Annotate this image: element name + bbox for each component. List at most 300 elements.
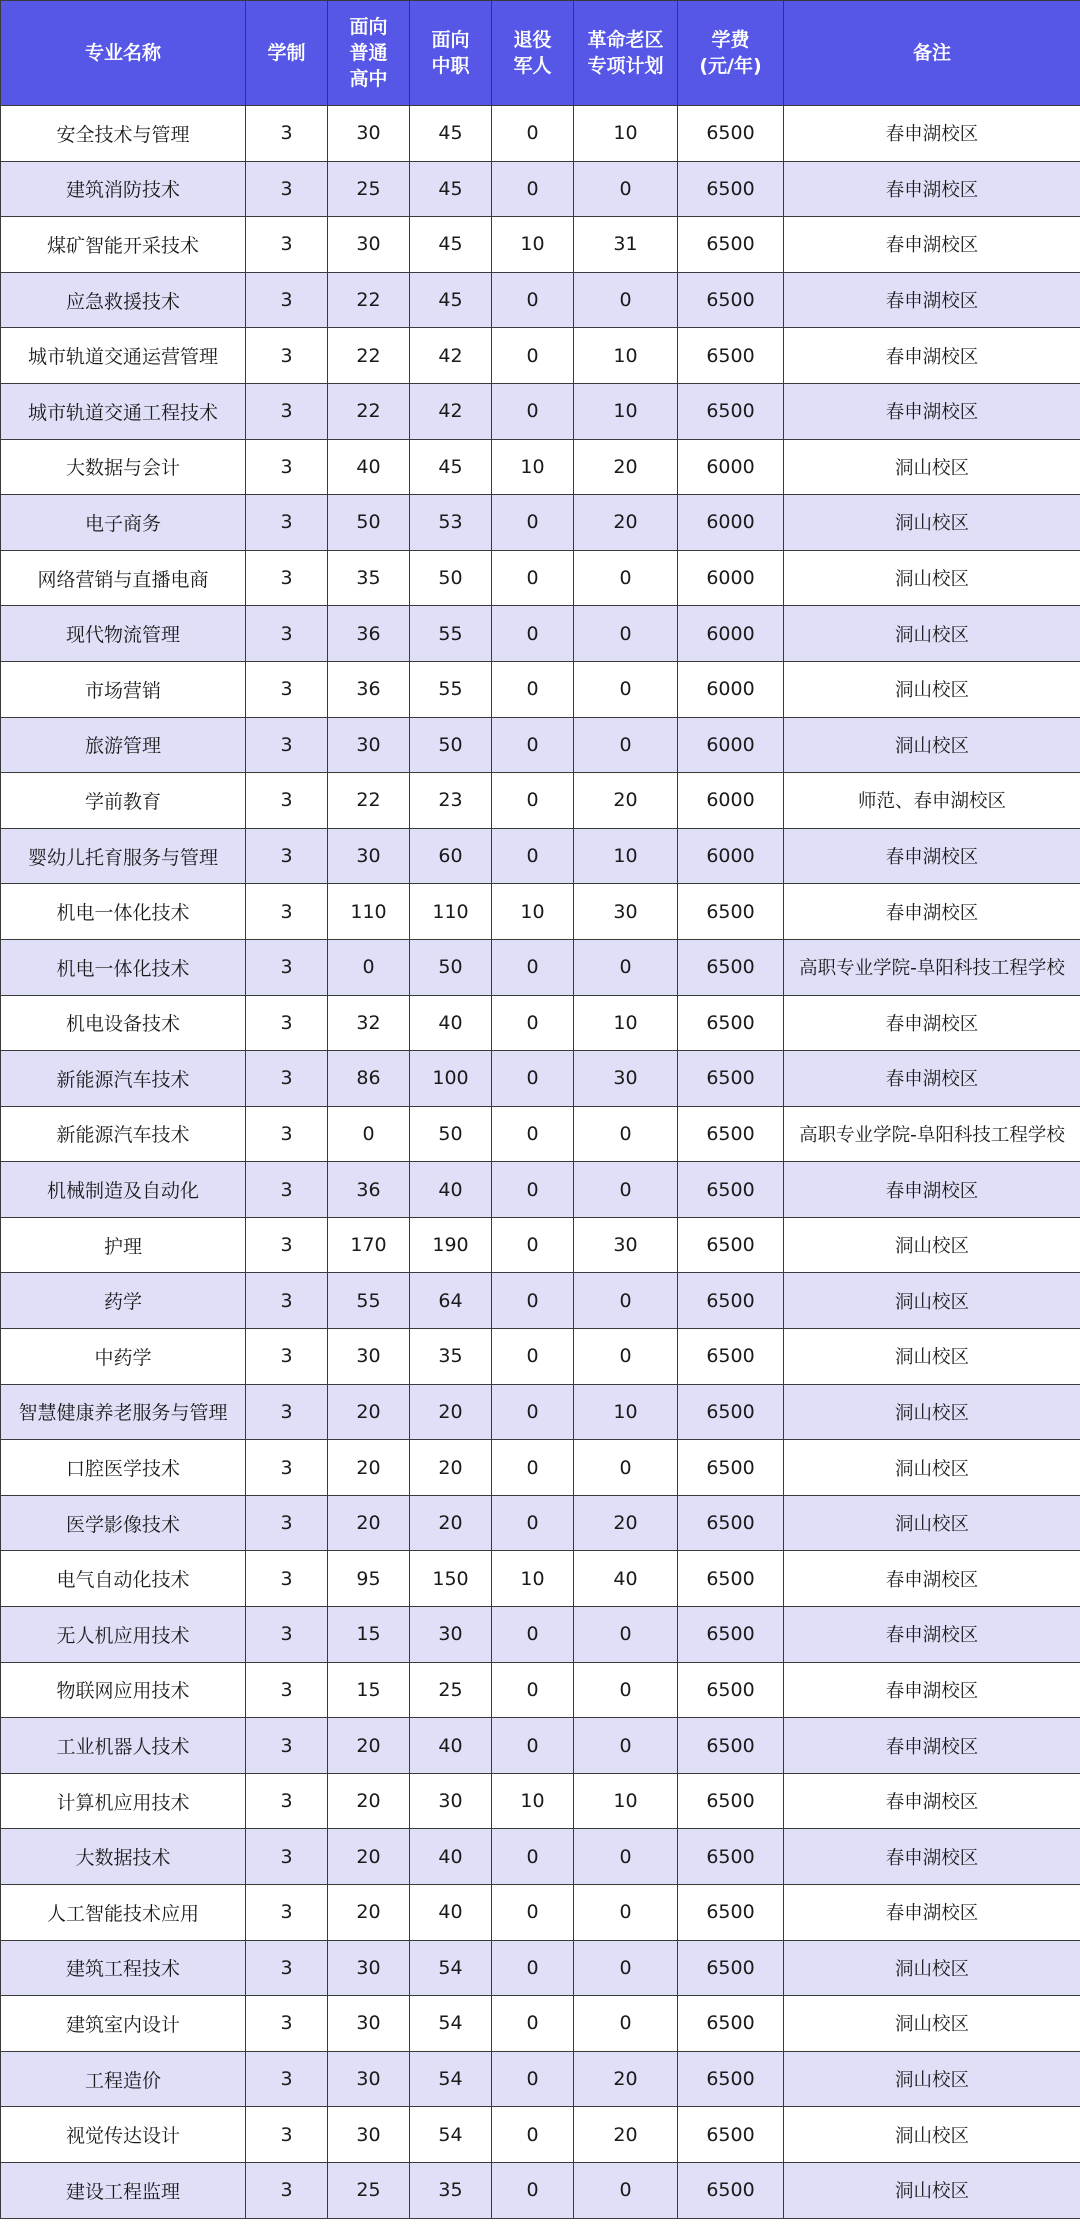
table-row <box>1 1217 1080 1273</box>
cell-duration: 3 <box>246 328 328 384</box>
cell-old-revolutionary-plan: 0 <box>574 661 678 717</box>
cell-veterans: 0 <box>492 1051 574 1107</box>
cell-tuition: 6000 <box>678 439 784 495</box>
cell-vocational: 100 <box>410 1051 492 1107</box>
table-row <box>1 1662 1080 1718</box>
cell-remarks: 春申湖校区 <box>784 383 1080 439</box>
cell-tuition: 6500 <box>678 995 784 1051</box>
cell-veterans: 0 <box>492 606 574 662</box>
cell-veterans: 0 <box>492 550 574 606</box>
cell-duration: 3 <box>246 995 328 1051</box>
header-old-revolutionary-plan-line: 专项计划 <box>587 55 664 77</box>
cell-tuition: 6500 <box>678 161 784 217</box>
cell-veterans: 0 <box>492 1829 574 1885</box>
cell-general-high-school: 110 <box>328 884 410 940</box>
header-vocational-line: 面向 <box>431 29 470 51</box>
cell-vocational: 20 <box>410 1495 492 1551</box>
cell-tuition: 6000 <box>678 495 784 551</box>
header-row <box>1 1 1080 106</box>
cell-tuition: 6500 <box>678 939 784 995</box>
cell-duration: 3 <box>246 1718 328 1774</box>
cell-duration: 3 <box>246 1773 328 1829</box>
cell-tuition: 6500 <box>678 1106 784 1162</box>
cell-tuition: 6500 <box>678 1384 784 1440</box>
cell-veterans: 0 <box>492 1940 574 1996</box>
cell-duration: 3 <box>246 550 328 606</box>
header-general-high-school <box>328 1 410 106</box>
cell-major-name: 无人机应用技术 <box>1 1607 246 1663</box>
cell-old-revolutionary-plan: 20 <box>574 2107 678 2163</box>
cell-veterans: 0 <box>492 1607 574 1663</box>
cell-general-high-school: 95 <box>328 1551 410 1607</box>
cell-remarks: 春申湖校区 <box>784 161 1080 217</box>
cell-major-name: 工业机器人技术 <box>1 1718 246 1774</box>
cell-remarks: 洞山校区 <box>784 1495 1080 1551</box>
cell-old-revolutionary-plan: 0 <box>574 1329 678 1385</box>
cell-remarks: 春申湖校区 <box>784 328 1080 384</box>
cell-major-name: 安全技术与管理 <box>1 106 246 162</box>
cell-general-high-school: 40 <box>328 439 410 495</box>
cell-duration: 3 <box>246 1996 328 2052</box>
cell-major-name: 机电设备技术 <box>1 995 246 1051</box>
cell-vocational: 23 <box>410 773 492 829</box>
cell-remarks: 春申湖校区 <box>784 1551 1080 1607</box>
cell-old-revolutionary-plan: 31 <box>574 217 678 273</box>
cell-general-high-school: 32 <box>328 995 410 1051</box>
cell-vocational: 50 <box>410 550 492 606</box>
cell-major-name: 大数据技术 <box>1 1829 246 1885</box>
cell-general-high-school: 86 <box>328 1051 410 1107</box>
table-row <box>1 217 1080 273</box>
cell-veterans: 0 <box>492 161 574 217</box>
cell-veterans: 0 <box>492 1329 574 1385</box>
cell-vocational: 45 <box>410 161 492 217</box>
cell-veterans: 0 <box>492 2107 574 2163</box>
cell-old-revolutionary-plan: 0 <box>574 606 678 662</box>
cell-remarks: 春申湖校区 <box>784 995 1080 1051</box>
header-tuition-line: 学费 <box>711 29 750 51</box>
cell-remarks: 洞山校区 <box>784 439 1080 495</box>
cell-tuition: 6500 <box>678 1273 784 1329</box>
table-row <box>1 717 1080 773</box>
table-row <box>1 272 1080 328</box>
cell-duration: 3 <box>246 1329 328 1385</box>
cell-veterans: 0 <box>492 1162 574 1218</box>
cell-tuition: 6500 <box>678 1940 784 1996</box>
cell-general-high-school: 55 <box>328 1273 410 1329</box>
cell-remarks: 洞山校区 <box>784 2162 1080 2218</box>
cell-major-name: 机电一体化技术 <box>1 884 246 940</box>
cell-veterans: 0 <box>492 773 574 829</box>
cell-old-revolutionary-plan: 10 <box>574 383 678 439</box>
cell-tuition: 6500 <box>678 106 784 162</box>
header-duration <box>246 1 328 106</box>
cell-old-revolutionary-plan: 10 <box>574 1773 678 1829</box>
cell-old-revolutionary-plan: 30 <box>574 1217 678 1273</box>
cell-duration: 3 <box>246 217 328 273</box>
cell-veterans: 0 <box>492 2051 574 2107</box>
cell-remarks: 洞山校区 <box>784 1996 1080 2052</box>
cell-general-high-school: 30 <box>328 2051 410 2107</box>
cell-duration: 3 <box>246 106 328 162</box>
cell-vocational: 42 <box>410 383 492 439</box>
cell-major-name: 机械制造及自动化 <box>1 1162 246 1218</box>
cell-tuition: 6500 <box>678 1495 784 1551</box>
table-row <box>1 1495 1080 1551</box>
cell-vocational: 190 <box>410 1217 492 1273</box>
cell-remarks: 春申湖校区 <box>784 1607 1080 1663</box>
table-row <box>1 1329 1080 1385</box>
table-row <box>1 1829 1080 1885</box>
cell-veterans: 10 <box>492 884 574 940</box>
cell-vocational: 35 <box>410 2162 492 2218</box>
table-row <box>1 2051 1080 2107</box>
cell-tuition: 6500 <box>678 2051 784 2107</box>
cell-general-high-school: 30 <box>328 217 410 273</box>
cell-tuition: 6500 <box>678 2107 784 2163</box>
cell-vocational: 150 <box>410 1551 492 1607</box>
cell-major-name: 中药学 <box>1 1329 246 1385</box>
cell-vocational: 42 <box>410 328 492 384</box>
cell-major-name: 视觉传达设计 <box>1 2107 246 2163</box>
cell-veterans: 0 <box>492 106 574 162</box>
cell-remarks: 洞山校区 <box>784 606 1080 662</box>
cell-veterans: 10 <box>492 217 574 273</box>
cell-general-high-school: 50 <box>328 495 410 551</box>
table-row <box>1 2107 1080 2163</box>
cell-vocational: 40 <box>410 995 492 1051</box>
cell-major-name: 护理 <box>1 1217 246 1273</box>
cell-remarks: 春申湖校区 <box>784 1885 1080 1941</box>
cell-veterans: 0 <box>492 828 574 884</box>
cell-vocational: 40 <box>410 1885 492 1941</box>
cell-duration: 3 <box>246 939 328 995</box>
cell-tuition: 6500 <box>678 1551 784 1607</box>
cell-vocational: 45 <box>410 217 492 273</box>
cell-duration: 3 <box>246 828 328 884</box>
cell-tuition: 6000 <box>678 606 784 662</box>
cell-remarks: 春申湖校区 <box>784 1718 1080 1774</box>
cell-duration: 3 <box>246 383 328 439</box>
cell-major-name: 建筑消防技术 <box>1 161 246 217</box>
cell-vocational: 40 <box>410 1162 492 1218</box>
cell-tuition: 6500 <box>678 1718 784 1774</box>
cell-veterans: 0 <box>492 328 574 384</box>
cell-remarks: 洞山校区 <box>784 661 1080 717</box>
cell-duration: 3 <box>246 661 328 717</box>
cell-general-high-school: 22 <box>328 272 410 328</box>
cell-major-name: 建筑工程技术 <box>1 1940 246 1996</box>
cell-general-high-school: 30 <box>328 1940 410 1996</box>
cell-old-revolutionary-plan: 10 <box>574 1384 678 1440</box>
cell-general-high-school: 36 <box>328 661 410 717</box>
cell-old-revolutionary-plan: 10 <box>574 828 678 884</box>
cell-major-name: 市场营销 <box>1 661 246 717</box>
cell-duration: 3 <box>246 1273 328 1329</box>
cell-major-name: 旅游管理 <box>1 717 246 773</box>
cell-tuition: 6500 <box>678 1607 784 1663</box>
cell-general-high-school: 30 <box>328 2107 410 2163</box>
cell-general-high-school: 25 <box>328 161 410 217</box>
table-row <box>1 1607 1080 1663</box>
cell-tuition: 6000 <box>678 550 784 606</box>
table-row <box>1 606 1080 662</box>
cell-tuition: 6500 <box>678 1440 784 1496</box>
cell-general-high-school: 22 <box>328 328 410 384</box>
header-veterans <box>492 1 574 106</box>
cell-vocational: 40 <box>410 1829 492 1885</box>
cell-old-revolutionary-plan: 0 <box>574 717 678 773</box>
cell-tuition: 6500 <box>678 884 784 940</box>
cell-duration: 3 <box>246 161 328 217</box>
cell-remarks: 洞山校区 <box>784 2051 1080 2107</box>
cell-veterans: 0 <box>492 1106 574 1162</box>
table-row <box>1 1885 1080 1941</box>
cell-old-revolutionary-plan: 0 <box>574 161 678 217</box>
header-remarks <box>784 1 1080 106</box>
cell-remarks: 春申湖校区 <box>784 1162 1080 1218</box>
cell-remarks: 洞山校区 <box>784 1273 1080 1329</box>
cell-vocational: 55 <box>410 606 492 662</box>
cell-old-revolutionary-plan: 0 <box>574 939 678 995</box>
cell-duration: 3 <box>246 1162 328 1218</box>
cell-old-revolutionary-plan: 30 <box>574 884 678 940</box>
cell-veterans: 0 <box>492 272 574 328</box>
cell-remarks: 洞山校区 <box>784 1940 1080 1996</box>
cell-tuition: 6500 <box>678 1162 784 1218</box>
cell-duration: 3 <box>246 1495 328 1551</box>
cell-old-revolutionary-plan: 20 <box>574 495 678 551</box>
cell-veterans: 0 <box>492 995 574 1051</box>
table-row <box>1 939 1080 995</box>
cell-old-revolutionary-plan: 10 <box>574 995 678 1051</box>
cell-old-revolutionary-plan: 20 <box>574 773 678 829</box>
cell-tuition: 6000 <box>678 773 784 829</box>
header-tuition <box>678 1 784 106</box>
cell-vocational: 54 <box>410 1996 492 2052</box>
table-row <box>1 884 1080 940</box>
table-row <box>1 161 1080 217</box>
cell-veterans: 0 <box>492 1440 574 1496</box>
cell-veterans: 0 <box>492 1217 574 1273</box>
table-row <box>1 550 1080 606</box>
cell-duration: 3 <box>246 495 328 551</box>
cell-major-name: 新能源汽车技术 <box>1 1051 246 1107</box>
cell-duration: 3 <box>246 1940 328 1996</box>
header-vocational-line: 中职 <box>431 55 470 77</box>
cell-general-high-school: 20 <box>328 1384 410 1440</box>
cell-duration: 3 <box>246 1551 328 1607</box>
cell-major-name: 大数据与会计 <box>1 439 246 495</box>
cell-vocational: 45 <box>410 272 492 328</box>
cell-veterans: 0 <box>492 1495 574 1551</box>
cell-vocational: 54 <box>410 1940 492 1996</box>
cell-vocational: 35 <box>410 1329 492 1385</box>
cell-old-revolutionary-plan: 20 <box>574 1495 678 1551</box>
cell-old-revolutionary-plan: 0 <box>574 1273 678 1329</box>
cell-major-name: 口腔医学技术 <box>1 1440 246 1496</box>
cell-tuition: 6500 <box>678 217 784 273</box>
cell-general-high-school: 25 <box>328 2162 410 2218</box>
cell-remarks: 春申湖校区 <box>784 106 1080 162</box>
cell-general-high-school: 15 <box>328 1662 410 1718</box>
cell-veterans: 0 <box>492 1718 574 1774</box>
cell-vocational: 110 <box>410 884 492 940</box>
cell-tuition: 6500 <box>678 328 784 384</box>
table-row <box>1 1162 1080 1218</box>
table-row <box>1 439 1080 495</box>
cell-veterans: 0 <box>492 717 574 773</box>
cell-old-revolutionary-plan: 0 <box>574 1718 678 1774</box>
cell-old-revolutionary-plan: 10 <box>574 328 678 384</box>
table-row <box>1 1996 1080 2052</box>
table-row <box>1 1940 1080 1996</box>
cell-vocational: 20 <box>410 1440 492 1496</box>
cell-veterans: 0 <box>492 939 574 995</box>
cell-remarks: 高职专业学院-阜阳科技工程学校 <box>784 939 1080 995</box>
cell-veterans: 0 <box>492 1885 574 1941</box>
cell-general-high-school: 20 <box>328 1773 410 1829</box>
cell-veterans: 0 <box>492 1996 574 2052</box>
cell-old-revolutionary-plan: 10 <box>574 106 678 162</box>
cell-old-revolutionary-plan: 30 <box>574 1051 678 1107</box>
cell-duration: 3 <box>246 1106 328 1162</box>
cell-remarks: 春申湖校区 <box>784 1773 1080 1829</box>
cell-major-name: 现代物流管理 <box>1 606 246 662</box>
cell-remarks: 春申湖校区 <box>784 828 1080 884</box>
cell-general-high-school: 0 <box>328 1106 410 1162</box>
cell-duration: 3 <box>246 1662 328 1718</box>
cell-old-revolutionary-plan: 0 <box>574 1829 678 1885</box>
cell-general-high-school: 20 <box>328 1440 410 1496</box>
cell-veterans: 0 <box>492 2162 574 2218</box>
cell-old-revolutionary-plan: 0 <box>574 550 678 606</box>
cell-general-high-school: 22 <box>328 773 410 829</box>
cell-remarks: 洞山校区 <box>784 1440 1080 1496</box>
cell-major-name: 智慧健康养老服务与管理 <box>1 1384 246 1440</box>
cell-major-name: 物联网应用技术 <box>1 1662 246 1718</box>
cell-duration: 3 <box>246 1217 328 1273</box>
cell-old-revolutionary-plan: 0 <box>574 1106 678 1162</box>
cell-general-high-school: 22 <box>328 383 410 439</box>
cell-old-revolutionary-plan: 20 <box>574 2051 678 2107</box>
cell-major-name: 电气自动化技术 <box>1 1551 246 1607</box>
cell-tuition: 6500 <box>678 1329 784 1385</box>
header-old-revolutionary-plan <box>574 1 678 106</box>
cell-vocational: 64 <box>410 1273 492 1329</box>
cell-veterans: 10 <box>492 1551 574 1607</box>
cell-duration: 3 <box>246 606 328 662</box>
cell-old-revolutionary-plan: 40 <box>574 1551 678 1607</box>
cell-remarks: 洞山校区 <box>784 1329 1080 1385</box>
cell-remarks: 洞山校区 <box>784 550 1080 606</box>
table-row <box>1 383 1080 439</box>
header-general-high-school-line: 高中 <box>349 68 388 90</box>
header-tuition-line: (元/年) <box>699 55 762 77</box>
cell-major-name: 新能源汽车技术 <box>1 1106 246 1162</box>
cell-old-revolutionary-plan: 20 <box>574 439 678 495</box>
cell-duration: 3 <box>246 1829 328 1885</box>
cell-duration: 3 <box>246 2107 328 2163</box>
cell-vocational: 53 <box>410 495 492 551</box>
cell-tuition: 6000 <box>678 828 784 884</box>
header-vocational <box>410 1 492 106</box>
cell-major-name: 医学影像技术 <box>1 1495 246 1551</box>
cell-tuition: 6500 <box>678 2162 784 2218</box>
cell-major-name: 学前教育 <box>1 773 246 829</box>
cell-tuition: 6500 <box>678 1885 784 1941</box>
cell-old-revolutionary-plan: 0 <box>574 1996 678 2052</box>
cell-remarks: 洞山校区 <box>784 717 1080 773</box>
table-header <box>1 1 1080 106</box>
cell-general-high-school: 36 <box>328 606 410 662</box>
cell-major-name: 药学 <box>1 1273 246 1329</box>
header-veterans-line: 退役 <box>513 29 552 51</box>
cell-remarks: 高职专业学院-阜阳科技工程学校 <box>784 1106 1080 1162</box>
cell-old-revolutionary-plan: 0 <box>574 1940 678 1996</box>
cell-vocational: 45 <box>410 106 492 162</box>
cell-remarks: 春申湖校区 <box>784 217 1080 273</box>
cell-vocational: 50 <box>410 717 492 773</box>
cell-major-name: 工程造价 <box>1 2051 246 2107</box>
header-remarks-line: 备注 <box>912 42 951 64</box>
table-row <box>1 995 1080 1051</box>
table-row <box>1 2162 1080 2218</box>
cell-general-high-school: 20 <box>328 1718 410 1774</box>
cell-old-revolutionary-plan: 0 <box>574 1662 678 1718</box>
cell-major-name: 城市轨道交通工程技术 <box>1 383 246 439</box>
cell-duration: 3 <box>246 884 328 940</box>
cell-major-name: 机电一体化技术 <box>1 939 246 995</box>
header-duration-line: 学制 <box>267 42 306 64</box>
table-row <box>1 106 1080 162</box>
cell-vocational: 50 <box>410 1106 492 1162</box>
cell-general-high-school: 30 <box>328 106 410 162</box>
cell-tuition: 6500 <box>678 383 784 439</box>
table-row <box>1 661 1080 717</box>
cell-tuition: 6000 <box>678 717 784 773</box>
header-major-name <box>1 1 246 106</box>
table-row <box>1 828 1080 884</box>
table-row <box>1 1773 1080 1829</box>
cell-veterans: 0 <box>492 495 574 551</box>
cell-duration: 3 <box>246 1384 328 1440</box>
cell-tuition: 6500 <box>678 1829 784 1885</box>
cell-general-high-school: 36 <box>328 1162 410 1218</box>
header-major-name-line: 专业名称 <box>84 42 161 64</box>
cell-general-high-school: 20 <box>328 1829 410 1885</box>
cell-veterans: 0 <box>492 1273 574 1329</box>
cell-remarks: 洞山校区 <box>784 1384 1080 1440</box>
cell-veterans: 10 <box>492 439 574 495</box>
cell-duration: 3 <box>246 1885 328 1941</box>
cell-general-high-school: 35 <box>328 550 410 606</box>
cell-duration: 3 <box>246 439 328 495</box>
cell-remarks: 春申湖校区 <box>784 1662 1080 1718</box>
cell-tuition: 6000 <box>678 661 784 717</box>
table-row <box>1 495 1080 551</box>
cell-duration: 3 <box>246 2051 328 2107</box>
cell-general-high-school: 15 <box>328 1607 410 1663</box>
cell-remarks: 师范、春申湖校区 <box>784 773 1080 829</box>
cell-vocational: 55 <box>410 661 492 717</box>
table-row <box>1 1051 1080 1107</box>
cell-tuition: 6500 <box>678 1773 784 1829</box>
cell-duration: 3 <box>246 773 328 829</box>
cell-old-revolutionary-plan: 0 <box>574 1440 678 1496</box>
cell-old-revolutionary-plan: 0 <box>574 272 678 328</box>
cell-major-name: 电子商务 <box>1 495 246 551</box>
